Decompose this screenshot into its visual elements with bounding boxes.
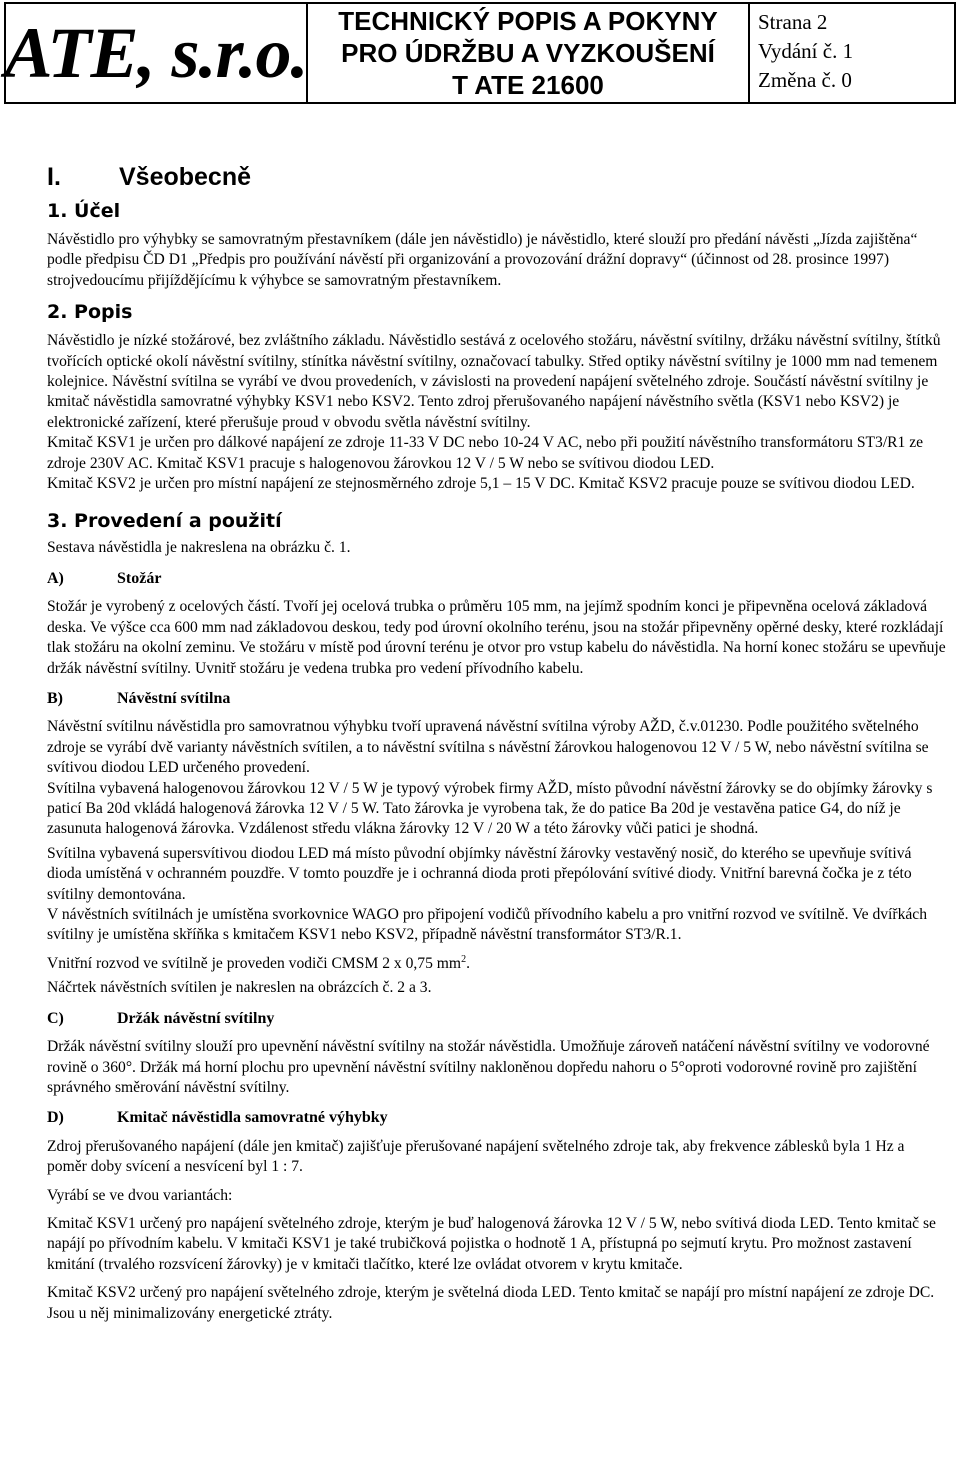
item-heading-stozar bbox=[47, 569, 947, 589]
item-heading-kmitac bbox=[47, 1108, 947, 1128]
section-number: I. bbox=[47, 163, 61, 191]
item-heading-drzak bbox=[47, 1009, 947, 1029]
item-label: C) bbox=[47, 1009, 64, 1027]
paragraph: V návěstních svítilnách je umístěna svorkovnice WAGO pro připojení vodičů přívodního kabelu a pro vnitřní rozvod ve svítilně. Ve dvířkách svítilny je umístěna skříňka s kmitačem KSV1 nebo KSV2, případně návěstní transformátor ST3/R.1. bbox=[47, 905, 928, 944]
item-label: D) bbox=[47, 1109, 64, 1127]
item-label: B) bbox=[47, 689, 63, 707]
company-logo bbox=[6, 4, 308, 102]
superscript: 2 bbox=[461, 953, 467, 965]
paragraph: Stožár je vyrobený z ocelových částí. Tvoří jej ocelová trubka o průměru 105 mm, na jejímž spodním konci je připevněna ocelová základová deska. Ve výšce cca 600 mm nad základovou deskou, tedy pod úrovní okolního terénu, jsou na stožár připevněny opěrné desky, které rozkládají tlak stožáru na okolní zeminu. Ve stožáru v místě pod úrovní terénu je otvor pro vstup kabelu do návěstidla. Na horní konec stožáru se upevňuje držák návěstní svítilny. Uvnitř stožáru je vedena trubka pro vedení přívodního kabelu. bbox=[47, 598, 946, 677]
page-number: Strana 2 bbox=[758, 10, 828, 34]
paragraph: Vyrábí se ve dvou variantách: bbox=[47, 1186, 233, 1204]
title-line-3: T ATE 21600 bbox=[452, 70, 604, 100]
paragraph: Zdroj přerušovaného napájení (dále jen kmitač) zajišťuje přerušované napájení světelného zdroje tak, aby frekvence záblesků byla 1 Hz a poměr doby svícení a nesvícení byl 1 : 7. bbox=[47, 1137, 905, 1176]
document-header bbox=[4, 2, 956, 104]
subsection-heading-popis: 2. Popis bbox=[47, 301, 133, 324]
paragraph: Kmitač KSV1 určený pro napájení světelného zdroje, kterým je buď halogenová žárovka 12 V / 5 W, nebo svítivá dioda LED. Tento kmitač se napájí po přívodním kabelu. V kmitači KSV1 je také trubičková pojistka o hodnotě 1 A, přístupná po sejmutí krytu. Pro možnost zastavení kmitání (trvalého rozsvícení žárovky) je v kmitači tlačítko, které lze ovládat otvorem v krytu kmitače. bbox=[47, 1215, 936, 1273]
document-title bbox=[308, 4, 750, 102]
paragraph: Kmitač KSV2 je určen pro místní napájení ze stejnosměrného zdroje 5,1 – 15 V DC. Kmitač KSV2 pracuje pouze se svítivou diodou LED. bbox=[47, 475, 915, 493]
paragraph: Náčrtek návěstních svítilen je nakreslen na obrázcích č. 2 a 3. bbox=[47, 979, 432, 997]
paragraph: Návěstní svítilnu návěstidla pro samovratnou výhybku tvoří upravená návěstní svítilna výroby AŽD, č.v.01230. Podle použitého světelného zdroje se vyrábí dvě varianty návěstních svítilen, a to návěstní svítilna s návěstní žárovkou halogenovou 12 V / 5 W, nebo návěstní svítilna se svítivou diodou LED určeného provedení. bbox=[47, 718, 929, 777]
title-line-2: PRO ÚDRŽBU A VYZKOUŠENÍ bbox=[341, 38, 715, 68]
item-title: Kmitač návěstidla samovratné výhybky bbox=[117, 1109, 388, 1127]
paragraph: Kmitač KSV2 určený pro napájení světelného zdroje, kterým je světelná dioda LED. Tento kmitač se napájí pro místní napájení ze zdroje DC. Jsou u něj minimalizovány energetické ztráty. bbox=[47, 1284, 935, 1322]
paragraph: Držák návěstní svítilny slouží pro upevnění návěstní svítilny na stožár návěstidla. Umožňuje zároveň natáčení návěstní svítilny ve vodorovné rovině o 360°. Držák má horní plochu pro upevnění návěstní svítilny nakloněnou dopředu nahoru o 5°oproti vodorovné rovině pro zajištění správného směrování návěstní svítilny. bbox=[47, 1038, 930, 1096]
subsection-heading-ucel: 1. Účel bbox=[47, 200, 121, 222]
item-title: Držák návěstní svítilny bbox=[117, 1009, 275, 1027]
section-title: Všeobecně bbox=[119, 163, 252, 191]
paragraph: Sestava návěstidla je nakreslena na obrázku č. 1. bbox=[47, 539, 351, 557]
title-line-1: TECHNICKÝ POPIS A POKYNY bbox=[338, 6, 718, 36]
text-run: Vnitřní rozvod ve svítilně je proveden vodiči CMSM 2 x 0,75 mm bbox=[47, 954, 462, 972]
item-title: Návěstní svítilna bbox=[117, 689, 231, 707]
paragraph: Kmitač KSV1 je určen pro dálkové napájení ze zdroje 11-33 V DC nebo 10-24 V AC, nebo při použití návěstního transformátoru ST3/R1 ze zdroje 230V AC. Kmitač KSV1 pracuje s halogenovou žárovkou 12 V / 5 W nebo se svítivou diodou LED. bbox=[47, 434, 924, 472]
paragraph: Svítilna vybavená supersvítivou diodou LED má místo původní objímky návěstní žárovky vestavěný nosič, do kterého se upevňuje svítivá dioda umístěná v ochranném pouzdře. V tomto pouzdře je i ochranná dioda proti přepólování svítivé diody. Vnitřní barevná čočka je z této svítilny demontována. bbox=[47, 844, 912, 903]
paragraph bbox=[47, 950, 947, 975]
section-heading bbox=[47, 162, 947, 192]
document-body bbox=[47, 160, 947, 1324]
logo-text: ATE, s.r.o. bbox=[4, 12, 308, 93]
paragraph: Návěstidlo pro výhybky se samovratným přestavníkem (dále jen návěstidlo) je návěstidlo, které slouží pro předání návěsti „Jízda zajištěna“ podle předpisu ČD D1 „Předpis pro používání návěstí při organizování a provozování drážní dopravy“ (účinnost od 28. prosince 1997) strojvedoucímu přijíždějícímu k výhybce se samovratným přestavníkem. bbox=[47, 231, 918, 289]
subsection-heading-provedeni: 3. Provedení a použití bbox=[47, 510, 282, 533]
document-meta bbox=[750, 4, 954, 102]
edition-number: Vydání č. 1 bbox=[758, 39, 854, 63]
item-title: Stožár bbox=[117, 569, 162, 587]
item-label: A) bbox=[47, 569, 64, 587]
change-number: Změna č. 0 bbox=[758, 68, 852, 92]
item-heading-svitilna bbox=[47, 689, 947, 709]
text-run: . bbox=[466, 954, 470, 972]
paragraph: Návěstidlo je nízké stožárové, bez zvláštního základu. Návěstidlo sestává z ocelového stožáru, návěstní svítilny, držáku návěstní svítilny, štítků tvořících optické okolí návěstní svítilny, stínítka návěstní svítilny, označovací tabulky. Střed optiky návěstní svítilny je 1000 mm nad temenem kolejnice. Návěstní svítilna se vyrábí ve dvou provedeních, v závislosti na provedení napájení světelného zdroje. Součástí návěstní svítilny je kmitač návěstidla samovratné výhybky KSV1 nebo KSV2. Tento zdroj přerušovaného napájení návěstního světla (KSV1 nebo KSV2) je elektronické zařízení, které přerušuje proud v obvodu světla návěstní svítilny. bbox=[47, 332, 941, 431]
paragraph: Svítilna vybavená halogenovou žárovkou 12 V / 5 W je typový výrobek firmy AŽD, místo původní návěstní žárovky se do objímky žárovky s paticí Ba 20d vkládá halogenová žárovka 12 V / 5 W. Tato žárovka je vyrobena tak, že do patice Ba 20d je vestavěna patice G4, do níž je zasunuta halogenová žárovka. Vzdálenost středu vlákna žárovky 12 V / 20 W a této žárovky vůči patici je shodná. bbox=[47, 779, 933, 838]
